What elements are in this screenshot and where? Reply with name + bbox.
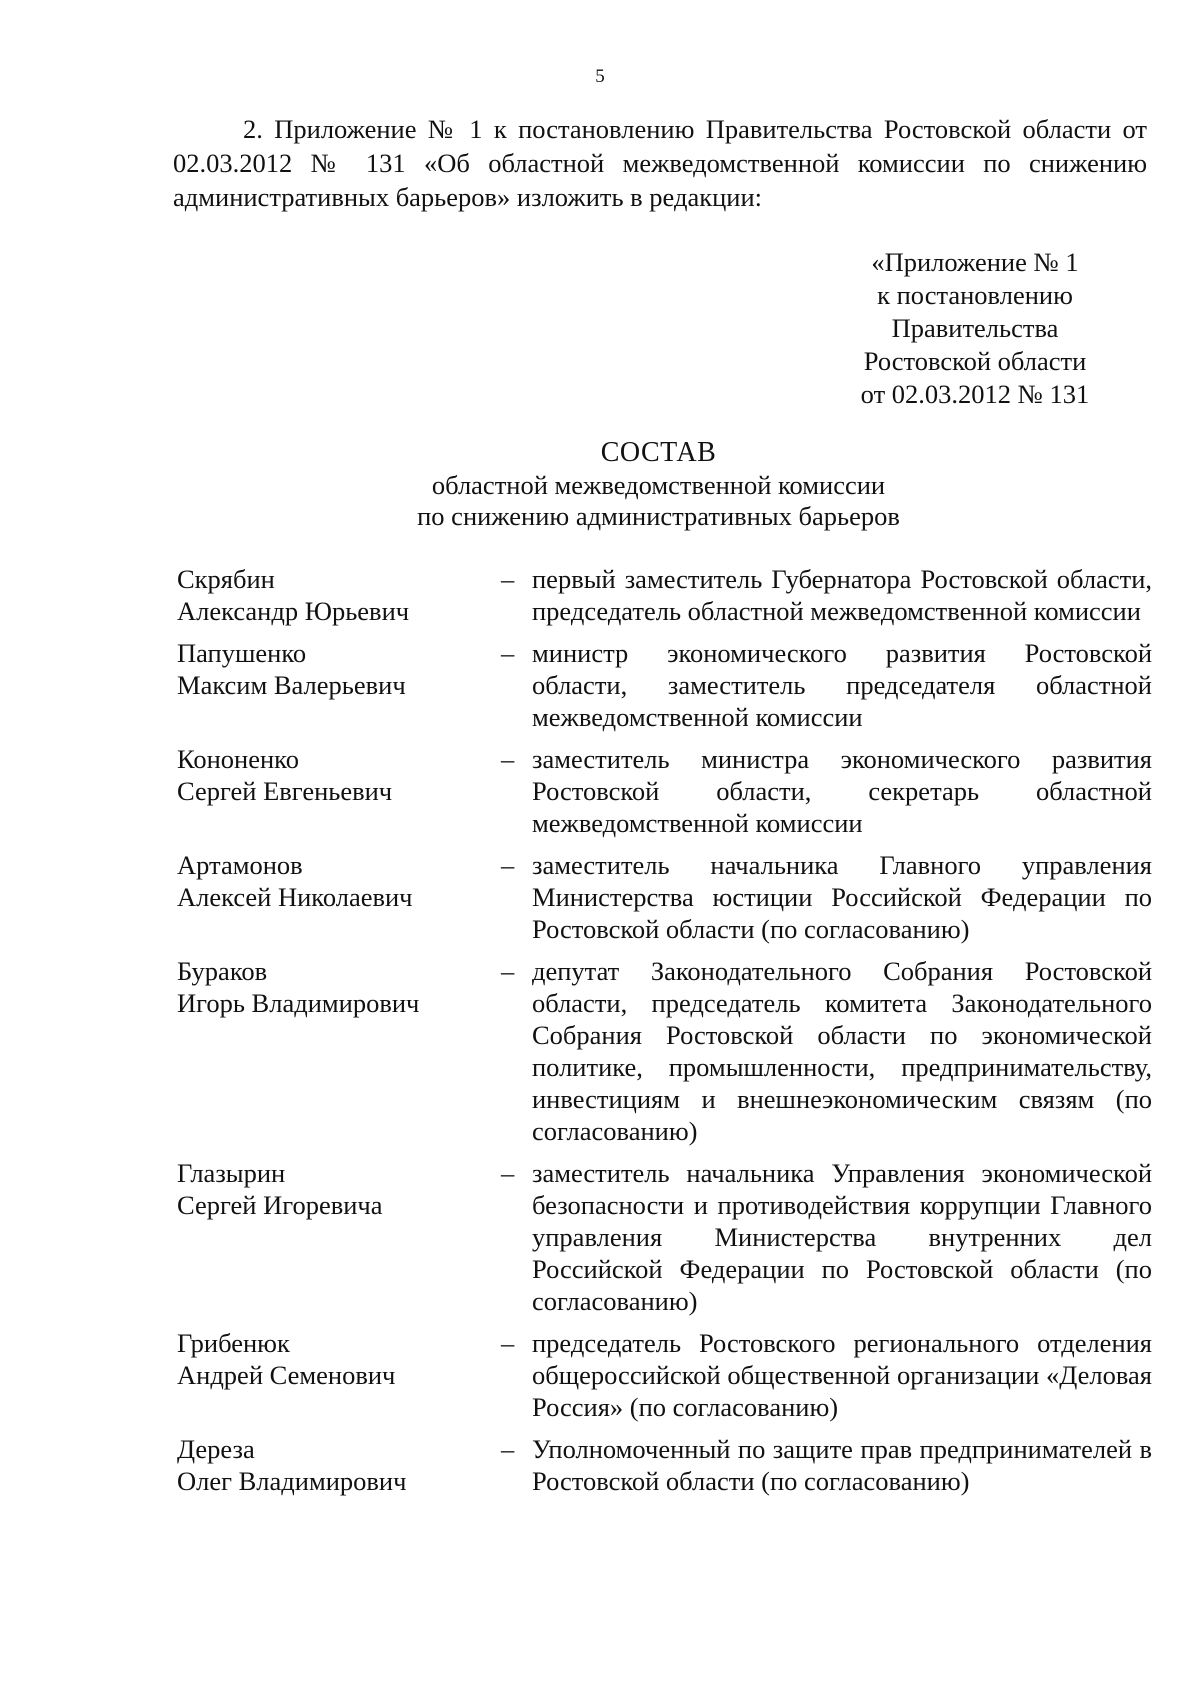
- member-given-names: Олег Владимирович: [177, 1466, 407, 1496]
- member-given-names: Александр Юрьевич: [177, 596, 410, 626]
- member-name: [177, 637, 497, 733]
- member-role: председатель Ростовского регионального отделения общероссийской общественной организации «Деловая Россия» (по согласованию): [532, 1328, 1152, 1422]
- member-entry: [177, 637, 1152, 733]
- appendix-block: [800, 246, 1150, 411]
- member-entry: [177, 563, 1152, 627]
- member-dash: –: [501, 564, 515, 594]
- member-name: [177, 1327, 497, 1423]
- member-entry: [177, 743, 1152, 839]
- document-subtitle: по снижению административных барьеров: [417, 501, 900, 531]
- member-entry: [177, 955, 1152, 1147]
- member-surname: Бураков: [177, 956, 268, 986]
- members-list: [177, 563, 1152, 1507]
- member-dash: –: [501, 1158, 515, 1188]
- member-surname: Артамонов: [177, 850, 303, 880]
- member-entry: [177, 1327, 1152, 1423]
- member-role: заместитель начальника Главного управления Министерства юстиции Российской Федерации по Ростовской области (по согласованию): [532, 850, 1152, 944]
- member-name: [177, 743, 497, 839]
- member-given-names: Алексей Николаевич: [177, 882, 413, 912]
- appendix-line: «Приложение № 1: [871, 247, 1079, 277]
- document-title: СОСТАВ: [600, 437, 717, 468]
- member-surname: Глазырин: [177, 1158, 286, 1188]
- member-name: [177, 849, 497, 945]
- member-given-names: Сергей Евгеньевич: [177, 776, 393, 806]
- member-given-names: Игорь Владимирович: [177, 988, 420, 1018]
- member-dash: –: [501, 956, 515, 986]
- member-role: депутат Законодательного Собрания Ростовской области, председатель комитета Законодательного Собрания Ростовской области по экономической политике, промышленности, предпринимательству, инвестициям и внешнеэкономическим связям (по согласованию): [532, 956, 1152, 1146]
- appendix-line: Ростовской области: [863, 346, 1087, 376]
- member-dash: –: [501, 850, 515, 880]
- member-name: [177, 955, 497, 1147]
- member-dash: –: [501, 638, 515, 668]
- member-surname: Грибенюк: [177, 1328, 290, 1358]
- page-number: 5: [595, 66, 605, 87]
- member-role: первый заместитель Губернатора Ростовской области, председатель областной межведомственной комиссии: [532, 564, 1152, 626]
- member-entry: [177, 1433, 1152, 1497]
- member-role: заместитель начальника Управления экономической безопасности и противодействия коррупции Главного управления Министерства внутренних дел Российской Федерации по Ростовской области (по согласованию): [532, 1158, 1152, 1316]
- member-name: [177, 1157, 497, 1317]
- appendix-line: от 02.03.2012 № 131: [860, 379, 1090, 409]
- member-role: министр экономического развития Ростовской области, заместитель председателя областной межведомственной комиссии: [532, 638, 1152, 732]
- member-name: [177, 1433, 497, 1497]
- member-surname: Папушенко: [177, 638, 307, 668]
- member-surname: Скрябин: [177, 564, 275, 594]
- member-dash: –: [501, 1328, 515, 1358]
- intro-paragraph: 2. Приложение № 1 к постановлению Правительства Ростовской области от 02.03.2012 № 131 «Об областной межведомственной комиссии по снижению административных барьеров» изложить в редакции:: [173, 114, 1147, 212]
- member-entry: [177, 849, 1152, 945]
- document-heading: [0, 436, 1200, 532]
- member-dash: –: [501, 744, 515, 774]
- appendix-line: к постановлению: [877, 280, 1073, 310]
- document-subtitle: областной межведомственной комиссии: [431, 470, 886, 500]
- member-surname: Кононенко: [177, 744, 299, 774]
- member-role: Уполномоченный по защите прав предпринимателей в Ростовской области (по согласованию): [532, 1434, 1152, 1496]
- member-dash: –: [501, 1434, 515, 1464]
- member-given-names: Сергей Игоревича: [177, 1190, 383, 1220]
- member-name: [177, 563, 497, 627]
- member-entry: [177, 1157, 1152, 1317]
- member-surname: Дереза: [177, 1434, 255, 1464]
- appendix-line: Правительства: [891, 313, 1059, 343]
- member-role: заместитель министра экономического развития Ростовской области, секретарь областной межведомственной комиссии: [532, 744, 1152, 838]
- member-given-names: Андрей Семенович: [177, 1360, 396, 1390]
- member-given-names: Максим Валерьевич: [177, 670, 406, 700]
